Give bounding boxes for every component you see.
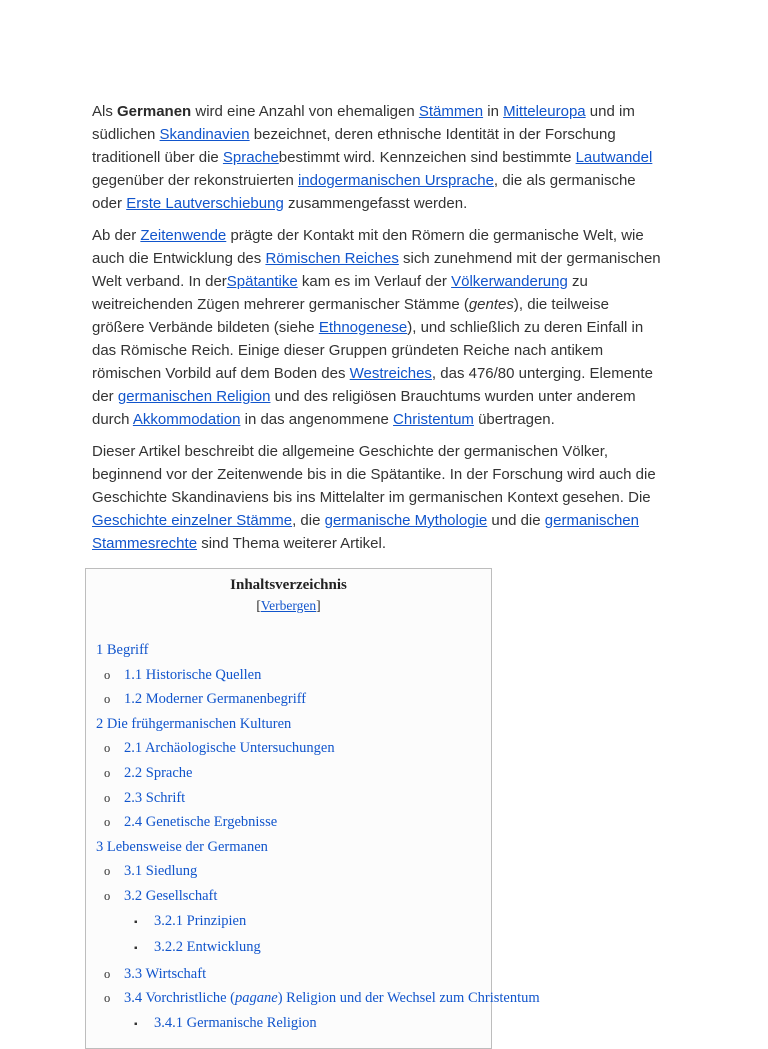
article-link[interactable]: Skandinavien — [159, 126, 250, 143]
italic-text: pagane — [235, 990, 278, 1007]
paragraph — [92, 440, 662, 555]
toc-link[interactable]: 3.3 Wirtschaft — [124, 965, 207, 982]
text-run: zu weitreichenden Zügen mehrerer germanischer Stämme ( — [92, 273, 588, 313]
toc-item — [96, 884, 481, 909]
toc-link[interactable]: 3.4.1 Germanische Religion — [154, 1014, 317, 1031]
article-paragraphs — [92, 100, 662, 555]
text-run: prägte der Kontakt mit den Römern die germanische Welt, wie auch die Entwicklung des — [92, 227, 644, 267]
paragraph — [92, 100, 662, 215]
article-link[interactable]: Ethnogenese — [318, 319, 408, 336]
text-run: sich zunehmend mit der germanischen Welt verband. In der — [92, 250, 661, 290]
text-run: 3.4 Vorchristliche ( — [124, 990, 236, 1007]
article-link[interactable]: Westreiches — [349, 365, 432, 382]
text-run: kam es im Verlauf der — [297, 273, 452, 290]
article-link[interactable]: indogermanischen Ursprache — [297, 172, 494, 189]
toc-item — [96, 638, 481, 663]
circle-bullet-icon: o — [104, 864, 111, 879]
toc-item — [96, 909, 481, 936]
toc-item — [96, 986, 540, 1011]
text-run: und im südlichen — [92, 103, 635, 143]
circle-bullet-icon: o — [104, 692, 111, 707]
text-run: ) Religion und der Wechsel zum Christentum — [277, 990, 540, 1007]
circle-bullet-icon: o — [104, 667, 111, 682]
toc-item — [96, 687, 481, 712]
toc-item — [96, 810, 481, 835]
toc-link[interactable]: 3.2.1 Prinzipien — [154, 912, 247, 929]
toc-link[interactable]: 2.4 Genetische Ergebnisse — [124, 814, 278, 831]
text-run: Als — [92, 103, 118, 120]
toc-item — [96, 736, 481, 761]
circle-bullet-icon: o — [104, 888, 111, 903]
article-link[interactable]: Geschichte einzelner Stämme — [92, 512, 293, 529]
italic-text: gentes — [468, 296, 514, 313]
toc-link[interactable] — [124, 990, 540, 1006]
circle-bullet-icon: o — [104, 765, 111, 780]
toc-link[interactable]: 2.3 Schrift — [124, 789, 186, 806]
text-run: übertragen. — [473, 411, 555, 428]
toc-link[interactable]: 2 Die frühgermanischen Kulturen — [96, 715, 292, 732]
circle-bullet-icon: o — [104, 815, 111, 830]
toc-link[interactable]: 2.1 Archäologische Untersuchungen — [124, 740, 335, 757]
text-run: zusammengefasst werden. — [283, 195, 468, 212]
toc-item — [96, 835, 481, 860]
toc-item — [96, 712, 481, 737]
toc-link[interactable]: 3.1 Siedlung — [124, 863, 198, 880]
text-run: Dieser Artikel beschreibt die allgemeine Geschichte der germanischen Völker, beginnend vor der Zeitenwende bis in die Spätantike. In der Forschung wird auch die Geschichte Skandinaviens bis ins Mittelalter im germanischen Kontext gesehen. Die — [92, 443, 656, 506]
text-run: wird eine Anzahl von ehemaligen — [191, 103, 419, 120]
toc-bracket-open: [ — [256, 598, 261, 613]
text-run: ), und schließlich zu deren Einfall in das Römische Reich. Einige dieser Gruppen gründeten Reiche nach antikem römischen Vorbild auf dem Boden des — [92, 319, 644, 382]
toc-item — [96, 859, 481, 884]
square-bullet-icon: ▪ — [134, 916, 138, 928]
circle-bullet-icon: o — [104, 790, 111, 805]
toc-link[interactable]: 2.2 Sprache — [124, 764, 193, 781]
circle-bullet-icon: o — [104, 741, 111, 756]
text-run: , die als germanische oder — [92, 172, 636, 212]
article-link[interactable]: Zeitenwende — [140, 227, 227, 244]
square-bullet-icon: ▪ — [134, 1018, 138, 1030]
text-run: gegenüber der rekonstruierten — [92, 172, 298, 189]
square-bullet-icon: ▪ — [134, 943, 138, 955]
toc-link[interactable]: 1.2 Moderner Germanenbegriff — [124, 691, 307, 708]
toc-item — [96, 761, 481, 786]
text-run: und die — [487, 512, 545, 529]
circle-bullet-icon: o — [104, 991, 111, 1006]
text-run: sind Thema weiterer Artikel. — [197, 535, 387, 552]
text-run: ), die teilweise größere Verbände bildeten (siehe — [92, 296, 609, 336]
toc-item — [96, 935, 481, 962]
text-run: bezeichnet, deren ethnische Identität in der Forschung traditionell über die — [92, 126, 616, 166]
toc-hide-link[interactable]: Verbergen — [260, 598, 317, 613]
toc-link[interactable]: 3 Lebensweise der Germanen — [96, 838, 268, 855]
toc-item — [96, 663, 481, 688]
text-run: bestimmt wird. Kennzeichen sind bestimmte — [278, 149, 576, 166]
article-link[interactable]: germanischen Religion — [117, 388, 271, 405]
article-link[interactable]: Mitteleuropa — [503, 103, 586, 120]
toc-title: Inhaltsverzeichnis — [230, 577, 347, 593]
article-link[interactable]: Sprache — [222, 149, 279, 166]
toc-box — [85, 568, 540, 1049]
toc-link[interactable]: 1.1 Historische Quellen — [124, 666, 262, 683]
article-link[interactable]: germanische Mythologie — [324, 512, 488, 529]
article-link[interactable]: Erste Lautverschiebung — [126, 195, 284, 212]
article-link[interactable]: Völkerwanderung — [451, 273, 568, 290]
article-link[interactable]: Römischen Reiches — [265, 250, 399, 267]
article-link[interactable]: Christentum — [393, 411, 474, 428]
toc-toggle — [96, 598, 481, 614]
toc-item — [96, 962, 481, 987]
toc-item — [96, 786, 481, 811]
text-run: Ab der — [92, 227, 141, 244]
paragraph — [92, 224, 662, 431]
article-link[interactable]: germanischen Stammesrechte — [92, 512, 639, 552]
bold-text: Germanen — [117, 103, 192, 120]
article-link[interactable]: Spätantike — [226, 273, 298, 290]
text-run: , die — [292, 512, 325, 529]
article-link[interactable]: Akkommodation — [132, 411, 241, 428]
text-run: in — [483, 103, 504, 120]
text-run: , das 476/80 unterging. Elemente der — [92, 365, 653, 405]
toc-item — [96, 1011, 481, 1038]
toc-list — [96, 638, 540, 1038]
circle-bullet-icon: o — [104, 966, 111, 981]
toc-bracket-close: ] — [316, 598, 321, 613]
text-run: in das angenommene — [240, 411, 394, 428]
toc-link[interactable]: 3.2.2 Entwicklung — [154, 939, 261, 956]
article-link[interactable]: Lautwandel — [575, 149, 653, 166]
toc-link[interactable]: 1 Begriff — [96, 642, 149, 658]
text-run: und des religiösen Brauchtums wurden unter anderem durch — [92, 388, 636, 428]
toc-link[interactable]: 3.2 Gesellschaft — [124, 887, 218, 904]
article-link[interactable]: Stämmen — [418, 103, 484, 120]
